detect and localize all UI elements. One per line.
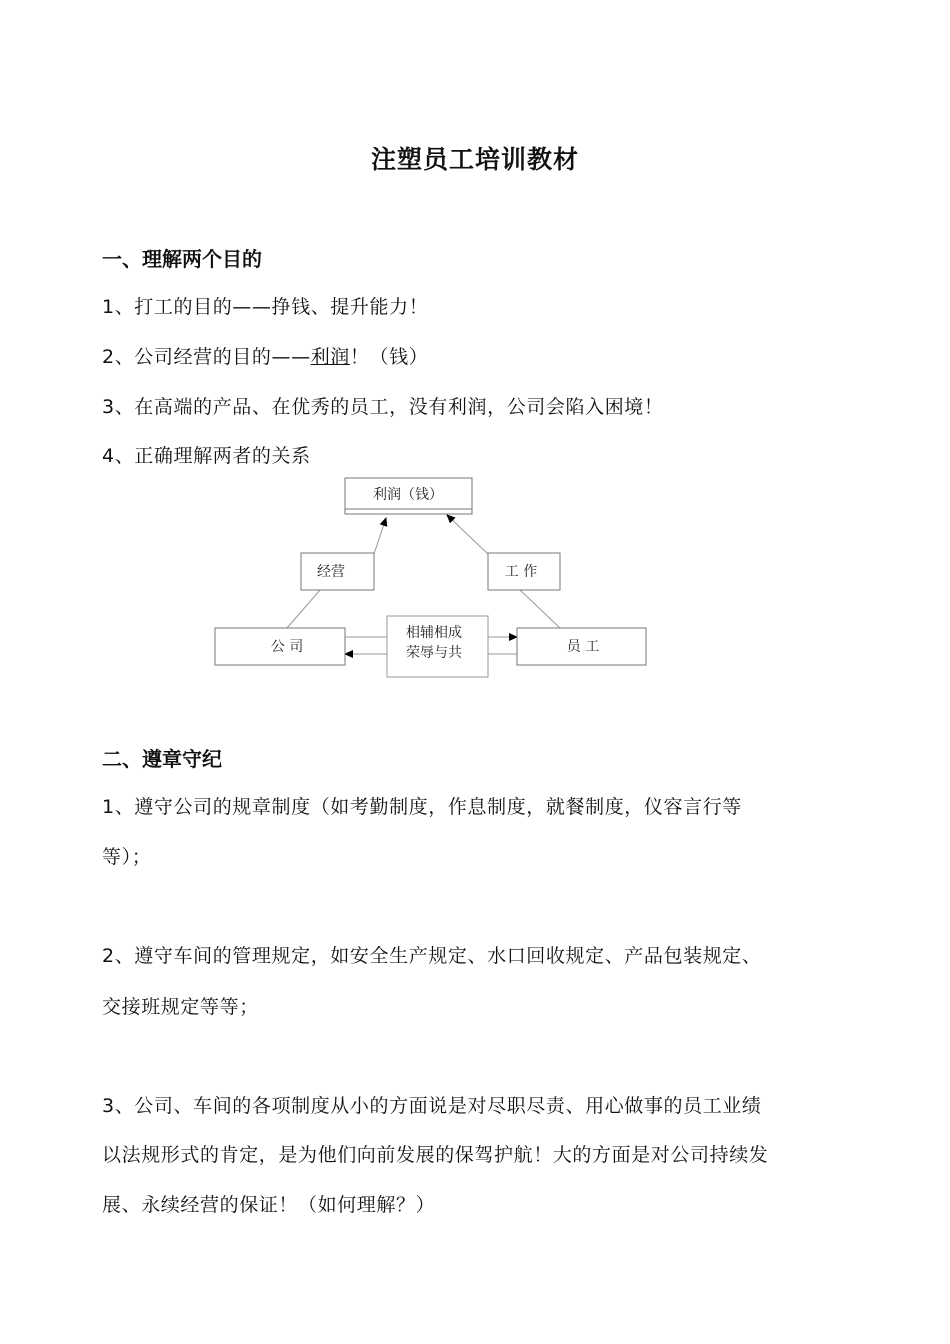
box-company xyxy=(215,628,345,665)
box-company-label: 公 司 xyxy=(270,639,304,655)
box-mutual-line1: 相辅相成 xyxy=(406,625,462,641)
document-title: 注塑员工培训教材 xyxy=(370,145,579,174)
box-mutual xyxy=(387,616,488,677)
item2-prefix: 2、公司经营的目的—— xyxy=(102,346,311,368)
box-work xyxy=(488,553,560,590)
box-profit-label: 利润（钱） xyxy=(373,487,443,503)
box-management xyxy=(301,553,374,590)
line-management-to-company xyxy=(287,590,320,628)
item2-suffix: ！（钱） xyxy=(349,346,429,368)
section2-item1-line2: 等）； xyxy=(102,846,152,868)
section2-item3-line1: 3、公司、车间的各项制度从小的方面说是对尽职尽责、用心做事的员工业绩 xyxy=(102,1095,762,1117)
box-work-label: 工 作 xyxy=(504,564,538,580)
line-work-to-employee xyxy=(520,590,560,628)
box-profit xyxy=(345,478,472,514)
section1-item1: 1、打工的目的——挣钱、提升能力！ xyxy=(102,296,429,318)
section1-item4: 4、正确理解两者的关系 xyxy=(102,445,311,467)
arrow-work-to-profit xyxy=(447,515,488,554)
section1-item3: 3、在高端的产品、在优秀的员工，没有利润，公司会陷入困境！ xyxy=(102,396,664,418)
section1-heading: 一、理解两个目的 xyxy=(102,247,262,271)
item2-underlined-profit: 利润 xyxy=(310,346,350,368)
box-management-label: 经营 xyxy=(317,564,345,580)
box-employee-label: 员 工 xyxy=(566,639,600,655)
section2-item1-line1: 1、遵守公司的规章制度（如考勤制度，作息制度，就餐制度，仪容言行等 xyxy=(102,796,742,818)
section2-item3-line3: 展、永续经营的保证！（如何理解？） xyxy=(102,1194,436,1216)
arrow-management-to-profit xyxy=(374,518,386,554)
box-mutual-line2: 荣辱与共 xyxy=(406,645,462,661)
section2-item2-line1: 2、遵守车间的管理规定，如安全生产规定、水口回收规定、产品包装规定、 xyxy=(102,945,762,967)
section2-item2-line2: 交接班规定等等； xyxy=(102,996,259,1018)
box-employee xyxy=(517,628,646,665)
section2-heading: 二、遵章守纪 xyxy=(102,747,222,771)
section2-item3-line2: 以法规形式的肯定，是为他们向前发展的保驾护航！大的方面是对公司持续发 xyxy=(102,1144,769,1166)
